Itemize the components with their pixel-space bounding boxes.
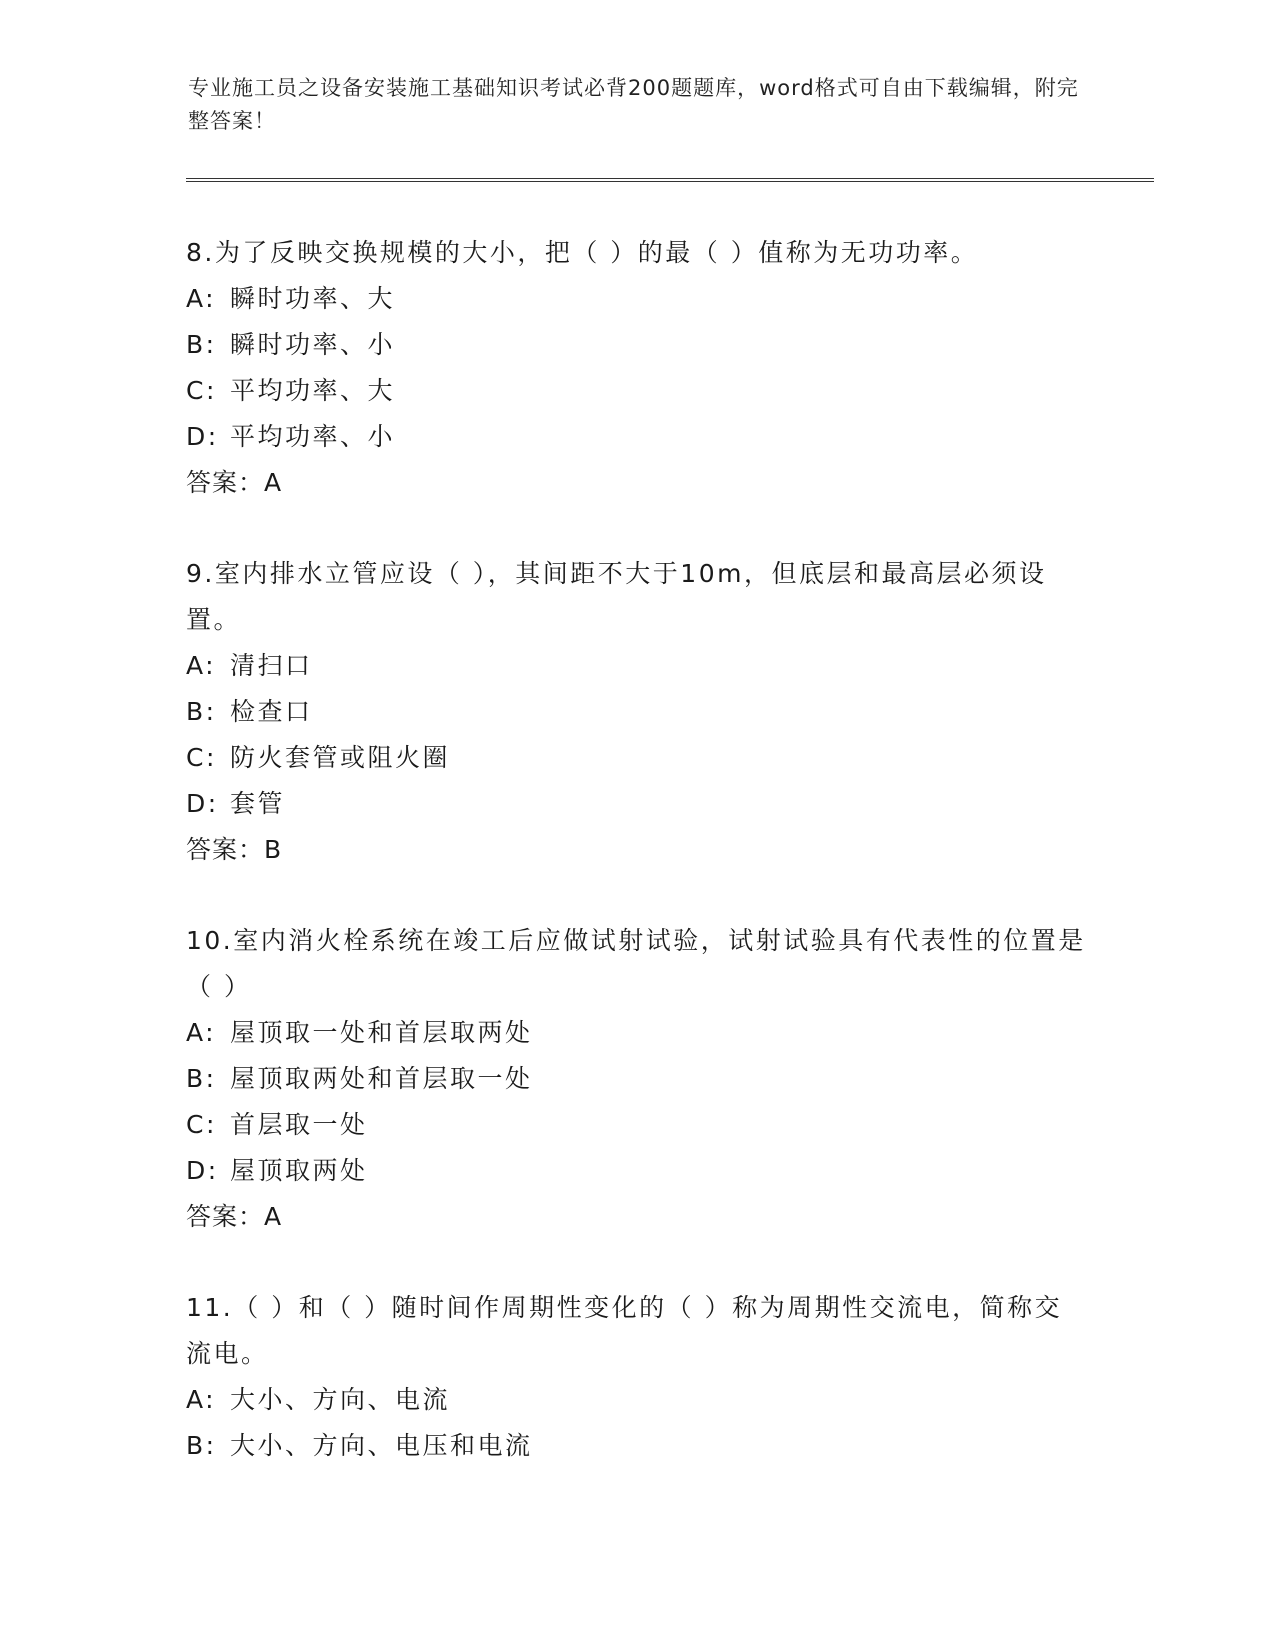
question-9: [186, 551, 1086, 873]
option-letter: B:: [186, 1431, 217, 1460]
option-b: [186, 322, 1086, 368]
question-list: [186, 230, 1086, 1514]
option-a: [186, 276, 1086, 322]
option-letter: B:: [186, 697, 217, 726]
option-c: [186, 368, 1086, 414]
option-text: 屋顶取两处: [230, 1156, 368, 1185]
option-text: 平均功率、大: [230, 376, 396, 405]
option-d: [186, 1148, 1086, 1194]
option-b: [186, 689, 1086, 735]
option-letter: A:: [186, 284, 217, 313]
option-a: [186, 1010, 1086, 1056]
option-text: 清扫口: [230, 651, 313, 680]
option-letter: C:: [186, 1110, 217, 1139]
option-text: 平均功率、小: [230, 422, 396, 451]
option-letter: B:: [186, 330, 217, 359]
option-text: 大小、方向、电流: [230, 1385, 451, 1414]
option-text: 大小、方向、电压和电流: [230, 1431, 533, 1460]
option-letter: D:: [186, 422, 219, 451]
option-letter: A:: [186, 1018, 217, 1047]
option-text: 检查口: [230, 697, 313, 726]
question-10: [186, 918, 1086, 1240]
answer-line: 答案：A: [186, 468, 283, 497]
option-text: 防火套管或阻火圈: [230, 743, 451, 772]
question-text: 9.室内排水立管应设（ ），其间距不大于10m，但底层和最高层必须设置。: [186, 559, 1047, 634]
option-letter: C:: [186, 376, 217, 405]
option-text: 屋顶取两处和首层取一处: [230, 1064, 533, 1093]
option-b: [186, 1423, 1086, 1469]
option-b: [186, 1056, 1086, 1102]
option-a: [186, 643, 1086, 689]
option-text: 屋顶取一处和首层取两处: [230, 1018, 533, 1047]
option-text: 瞬时功率、大: [230, 284, 396, 313]
document-header: 专业施工员之设备安装施工基础知识考试必背200题题库，word格式可自由下载编辑，附完整答案！: [188, 76, 1079, 133]
option-letter: C:: [186, 743, 217, 772]
option-letter: A:: [186, 1385, 217, 1414]
header-divider: [186, 178, 1154, 182]
option-text: 套管: [230, 789, 286, 818]
option-text: 瞬时功率、小: [230, 330, 396, 359]
question-text: 10.室内消火栓系统在竣工后应做试射试验，试射试验具有代表性的位置是（ ）: [186, 926, 1086, 1001]
option-d: [186, 781, 1086, 827]
option-c: [186, 1102, 1086, 1148]
answer-line: 答案：B: [186, 835, 283, 864]
option-d: [186, 414, 1086, 460]
question-8: [186, 230, 1086, 506]
option-letter: D:: [186, 1156, 219, 1185]
option-letter: A:: [186, 651, 217, 680]
question-11: [186, 1285, 1086, 1469]
question-text: 8.为了反映交换规模的大小，把（ ）的最（ ）值称为无功功率。: [186, 238, 979, 267]
option-text: 首层取一处: [230, 1110, 368, 1139]
question-text: 11.（ ）和（ ）随时间作周期性变化的（ ）称为周期性交流电，简称交流电。: [186, 1293, 1063, 1368]
option-a: [186, 1377, 1086, 1423]
option-letter: B:: [186, 1064, 217, 1093]
option-letter: D:: [186, 789, 219, 818]
option-c: [186, 735, 1086, 781]
answer-line: 答案：A: [186, 1202, 283, 1231]
